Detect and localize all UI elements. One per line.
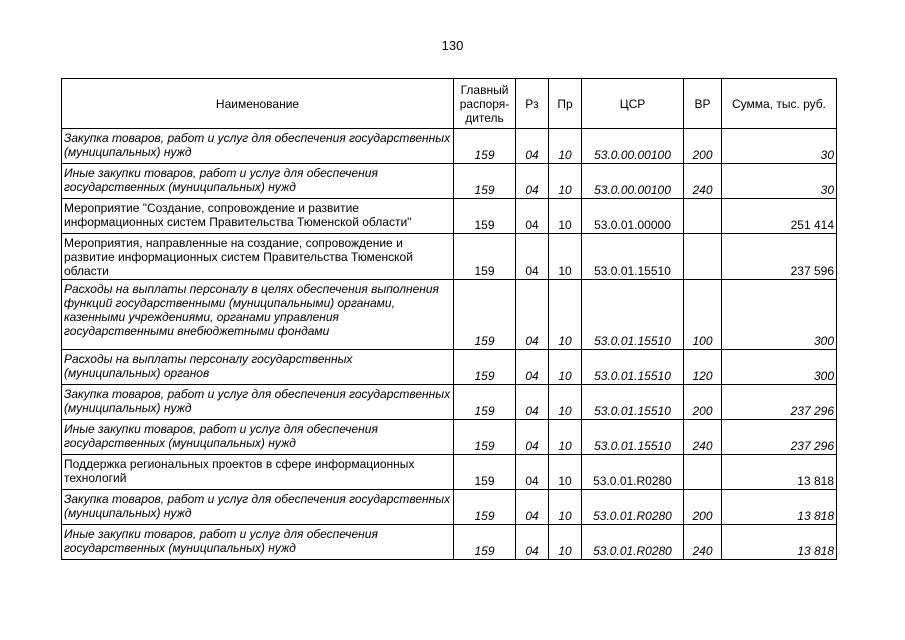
cell-name: Иные закупки товаров, работ и услуг для обеспечения государственных (муниципальных) нужд — [62, 164, 454, 199]
cell-manager: 159 — [454, 280, 516, 350]
cell-csr: 53.0.01.R0280 — [582, 525, 684, 560]
cell-name: Расходы на выплаты персоналу в целях обеспечения выполнения функций государственными (муниципальными) органами, казенными учреждениями, органами управления государственными внебюджетными фондами — [62, 280, 454, 350]
cell-name: Мероприятия, направленные на создание, сопровождение и развитие информационных систем Правительства Тюменской области — [62, 234, 454, 280]
cell-csr: 53.0.01.15510 — [582, 420, 684, 455]
cell-pr: 10 — [549, 129, 582, 164]
cell-manager: 159 — [454, 385, 516, 420]
cell-csr: 53.0.01.00000 — [582, 199, 684, 234]
table-row — [62, 129, 837, 164]
cell-manager: 159 — [454, 525, 516, 560]
cell-name: Иные закупки товаров, работ и услуг для обеспечения государственных (муниципальных) нужд — [62, 420, 454, 455]
cell-rz: 04 — [516, 234, 549, 280]
cell-rz: 04 — [516, 420, 549, 455]
cell-csr: 53.0.01.15510 — [582, 280, 684, 350]
cell-vr: 200 — [684, 129, 722, 164]
cell-manager: 159 — [454, 350, 516, 385]
header-manager: Главный распоря-дитель — [454, 79, 516, 129]
cell-name: Мероприятие "Создание, сопровождение и развитие информационных систем Правительства Тюменской области" — [62, 199, 454, 234]
cell-manager: 159 — [454, 129, 516, 164]
cell-name: Закупка товаров, работ и услуг для обеспечения государственных (муниципальных) нужд — [62, 129, 454, 164]
cell-csr: 53.0.01.15510 — [582, 234, 684, 280]
table-row — [62, 199, 837, 234]
cell-csr: 53.0.00.00100 — [582, 129, 684, 164]
table-body — [62, 129, 837, 560]
cell-vr: 240 — [684, 164, 722, 199]
cell-sum: 300 — [722, 280, 837, 350]
header-csr: ЦСР — [582, 79, 684, 129]
cell-manager: 159 — [454, 455, 516, 490]
table-row — [62, 490, 837, 525]
cell-vr: 240 — [684, 525, 722, 560]
cell-vr: 240 — [684, 420, 722, 455]
cell-sum: 251 414 — [722, 199, 837, 234]
cell-csr: 53.0.01.15510 — [582, 385, 684, 420]
table-row — [62, 350, 837, 385]
header-sum: Сумма, тыс. руб. — [722, 79, 837, 129]
cell-csr: 53.0.01.15510 — [582, 350, 684, 385]
cell-pr: 10 — [549, 525, 582, 560]
cell-name: Расходы на выплаты персоналу государственных (муниципальных) органов — [62, 350, 454, 385]
cell-rz: 04 — [516, 199, 549, 234]
table-row — [62, 420, 837, 455]
cell-pr: 10 — [549, 385, 582, 420]
cell-pr: 10 — [549, 350, 582, 385]
cell-rz: 04 — [516, 525, 549, 560]
header-vr: ВР — [684, 79, 722, 129]
cell-sum: 30 — [722, 164, 837, 199]
cell-vr — [684, 234, 722, 280]
cell-rz: 04 — [516, 164, 549, 199]
cell-rz: 04 — [516, 385, 549, 420]
cell-manager: 159 — [454, 490, 516, 525]
cell-sum: 300 — [722, 350, 837, 385]
cell-sum: 237 296 — [722, 385, 837, 420]
cell-name: Иные закупки товаров, работ и услуг для обеспечения государственных (муниципальных) нужд — [62, 525, 454, 560]
cell-sum: 30 — [722, 129, 837, 164]
cell-csr: 53.0.01.R0280 — [582, 490, 684, 525]
cell-name: Закупка товаров, работ и услуг для обеспечения государственных (муниципальных) нужд — [62, 385, 454, 420]
cell-vr — [684, 455, 722, 490]
cell-rz: 04 — [516, 490, 549, 525]
cell-vr: 200 — [684, 490, 722, 525]
cell-name: Поддержка региональных проектов в сфере информационных технологий — [62, 455, 454, 490]
cell-pr: 10 — [549, 199, 582, 234]
cell-vr: 100 — [684, 280, 722, 350]
cell-csr: 53.0.00.00100 — [582, 164, 684, 199]
budget-table — [61, 78, 837, 560]
cell-sum: 237 296 — [722, 420, 837, 455]
cell-manager: 159 — [454, 234, 516, 280]
cell-manager: 159 — [454, 199, 516, 234]
table-row — [62, 234, 837, 280]
cell-vr — [684, 199, 722, 234]
header-name: Наименование — [62, 79, 454, 129]
cell-pr: 10 — [549, 455, 582, 490]
page-number: 130 — [441, 38, 464, 53]
cell-pr: 10 — [549, 234, 582, 280]
header-rz: Рз — [516, 79, 549, 129]
cell-sum: 13 818 — [722, 490, 837, 525]
table-header-row — [62, 79, 837, 129]
cell-pr: 10 — [549, 420, 582, 455]
cell-pr: 10 — [549, 280, 582, 350]
table-row — [62, 525, 837, 560]
table-row — [62, 455, 837, 490]
cell-sum: 13 818 — [722, 455, 837, 490]
header-pr: Пр — [549, 79, 582, 129]
cell-manager: 159 — [454, 420, 516, 455]
cell-pr: 10 — [549, 164, 582, 199]
cell-csr: 53.0.01.R0280 — [582, 455, 684, 490]
cell-rz: 04 — [516, 129, 549, 164]
cell-rz: 04 — [516, 280, 549, 350]
table-row — [62, 164, 837, 199]
cell-sum: 237 596 — [722, 234, 837, 280]
cell-rz: 04 — [516, 455, 549, 490]
cell-sum: 13 818 — [722, 525, 837, 560]
table-row — [62, 385, 837, 420]
cell-pr: 10 — [549, 490, 582, 525]
table-row — [62, 280, 837, 350]
cell-rz: 04 — [516, 350, 549, 385]
cell-manager: 159 — [454, 164, 516, 199]
cell-name: Закупка товаров, работ и услуг для обеспечения государственных (муниципальных) нужд — [62, 490, 454, 525]
cell-vr: 120 — [684, 350, 722, 385]
cell-vr: 200 — [684, 385, 722, 420]
